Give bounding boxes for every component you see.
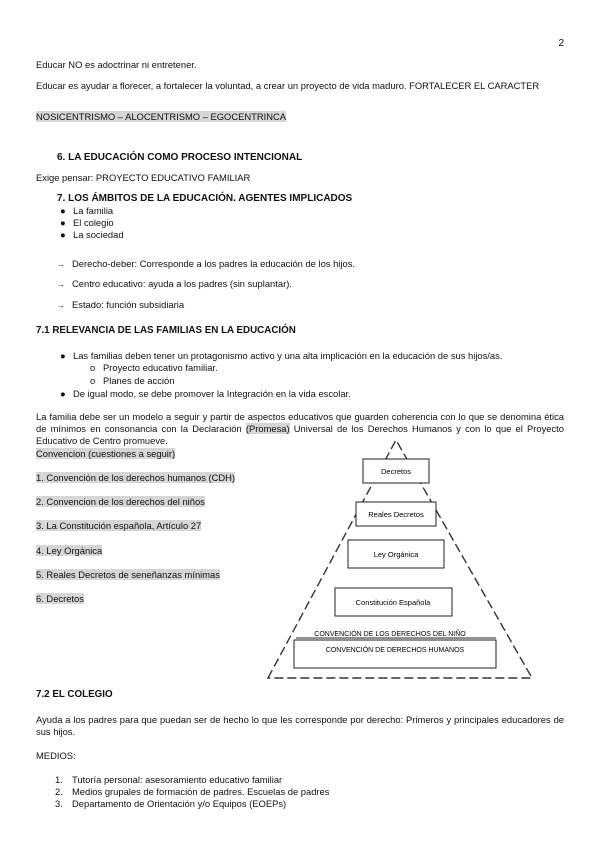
section-7-2-heading: 7.2 EL COLEGIO <box>36 689 113 700</box>
arrow-item <box>57 278 292 290</box>
centrismo-highlight: NOSICENTRISMO – ALOCENTRISMO – EGOCENTRINCA <box>36 111 287 122</box>
pyramid-label-cdh: CONVENCIÓN DE DERECHOS HUMANOS <box>325 647 465 654</box>
medios-item <box>55 786 329 798</box>
circle-bullet-icon: o <box>90 375 96 386</box>
pyramid-box-cdh <box>294 640 496 668</box>
convencion-list-item: 5. Reales Decretos de seneñanzas mínimas <box>36 569 220 580</box>
sub-bullet-label: Planes de acción <box>103 375 175 386</box>
convencion-list-item: 3. La Constitución española, Artículo 27 <box>36 520 202 531</box>
bullet-dot-icon: ● <box>60 350 66 361</box>
bullet-dot-icon: ● <box>60 229 66 240</box>
arrow-right-icon: → <box>57 260 65 269</box>
arrow-item <box>57 299 184 311</box>
bullet-label: La sociedad <box>73 229 124 240</box>
bullet-item <box>60 205 113 217</box>
arrow-item-text: Centro educativo: ayuda a los padres (sin suplantar). <box>72 278 292 289</box>
bullet-dot-icon: ● <box>60 217 66 228</box>
medios-item-text: Tutoría personal: asesoramiento educativo familiar <box>72 774 283 785</box>
intro-line-2: Educar es ayudar a florecer, a fortalecer la voluntad, a crear un proyecto de vida maduro. FORTALECER EL CARACTER <box>36 80 540 91</box>
convencion-list-item: 2. Convencion de los derechos del niños <box>36 496 205 507</box>
arrow-item-text: Estado: función subsidiaria <box>72 299 185 310</box>
section-7-1-heading: 7.1 RELEVANCIA DE LAS FAMILIAS EN LA EDUCACIÓN <box>36 325 296 336</box>
list-number: 1. <box>55 774 63 785</box>
medios-label: MEDIOS: <box>36 750 76 761</box>
bullet-label: La familia <box>73 205 114 216</box>
pyramid-label-ley-organica: Ley Orgánica <box>373 550 419 559</box>
paragraph-part: Universal de los Derechos Humanos y con lo que el Proyecto Educativo de Centro promueve. <box>36 422 564 446</box>
bullet-label: Las familias deben tener un protagonismo activo y una alta implicación en la educación de sus hijos/as. <box>73 350 503 361</box>
bullet-item <box>60 388 351 400</box>
legal-hierarchy-pyramid <box>250 430 550 690</box>
convencion-title: Convencion (cuestiones a seguir) <box>36 448 176 459</box>
arrow-item-text: Derecho-deber: Corresponde a los padres la educación de los hijos. <box>72 258 355 269</box>
pyramid-label-reales-decretos: Reales Decretos <box>368 510 424 519</box>
bullet-item <box>60 217 114 229</box>
section-6-heading: 6. LA EDUCACIÓN COMO PROCESO INTENCIONAL <box>57 152 303 163</box>
bullet-item <box>60 229 124 241</box>
bullet-item <box>60 350 502 362</box>
pyramid-label-cdn: CONVENCIÓN DE LOS DERECHOS DEL NIÑO <box>314 631 466 638</box>
page-number: 2 <box>558 38 564 49</box>
list-number: 2. <box>55 786 63 797</box>
list-number: 3. <box>55 798 63 809</box>
intro-line-1: Educar NO es adoctrinar ni entretener. <box>36 59 197 70</box>
arrow-right-icon: → <box>57 301 65 310</box>
section-6-text: Exige pensar: PROYECTO EDUCATIVO FAMILIAR <box>36 172 251 183</box>
sub-bullet-label: Proyecto educativo familiar. <box>103 362 218 373</box>
pyramid-label-decretos: Decretos <box>380 467 412 476</box>
medios-item-text: Departamento de Orientación y/o Equipos (EOEPs) <box>72 798 287 809</box>
sub-bullet-item <box>90 375 174 387</box>
medios-item <box>55 774 282 786</box>
intro-highlight <box>36 111 286 123</box>
colegio-paragraph: Ayuda a los padres para que puedan ser de hecho lo que les corresponde por derecho: Primeros y principales educadores de sus hijos. <box>36 714 564 737</box>
pyramid-label-constitucion: Constitución Española <box>355 598 431 607</box>
bullet-dot-icon: ● <box>60 388 66 399</box>
arrow-right-icon: → <box>57 280 65 289</box>
bullet-label: El colegio <box>73 217 114 228</box>
section-7-heading: 7. LOS ÁMBITOS DE LA EDUCACIÓN. AGENTES IMPLICADOS <box>57 193 353 204</box>
bullet-label: De igual modo, se debe promover la Integración en la vida escolar. <box>73 388 351 399</box>
promesa-highlight: (Promesa) <box>245 422 290 434</box>
sub-bullet-item <box>90 362 218 374</box>
medios-item-text: Medios grupales de formación de padres. Escuelas de padres <box>72 786 330 797</box>
circle-bullet-icon: o <box>90 362 96 373</box>
paragraph-part: La familia debe ser un modelo a seguir y partir de aspectos educativos que guarden coherencia con lo que se denomina ética de mínimos en consonancia con la Declaración <box>36 411 564 434</box>
convencion-list-item: 4. Ley Orgánica <box>36 545 103 556</box>
bullet-dot-icon: ● <box>60 205 66 216</box>
medios-item <box>55 798 286 810</box>
arrow-item <box>57 258 355 270</box>
convencion-list-item: 6. Decretos <box>36 593 84 604</box>
convencion-list-item: 1. Convención de los derechos humanos (CDH) <box>36 472 236 483</box>
